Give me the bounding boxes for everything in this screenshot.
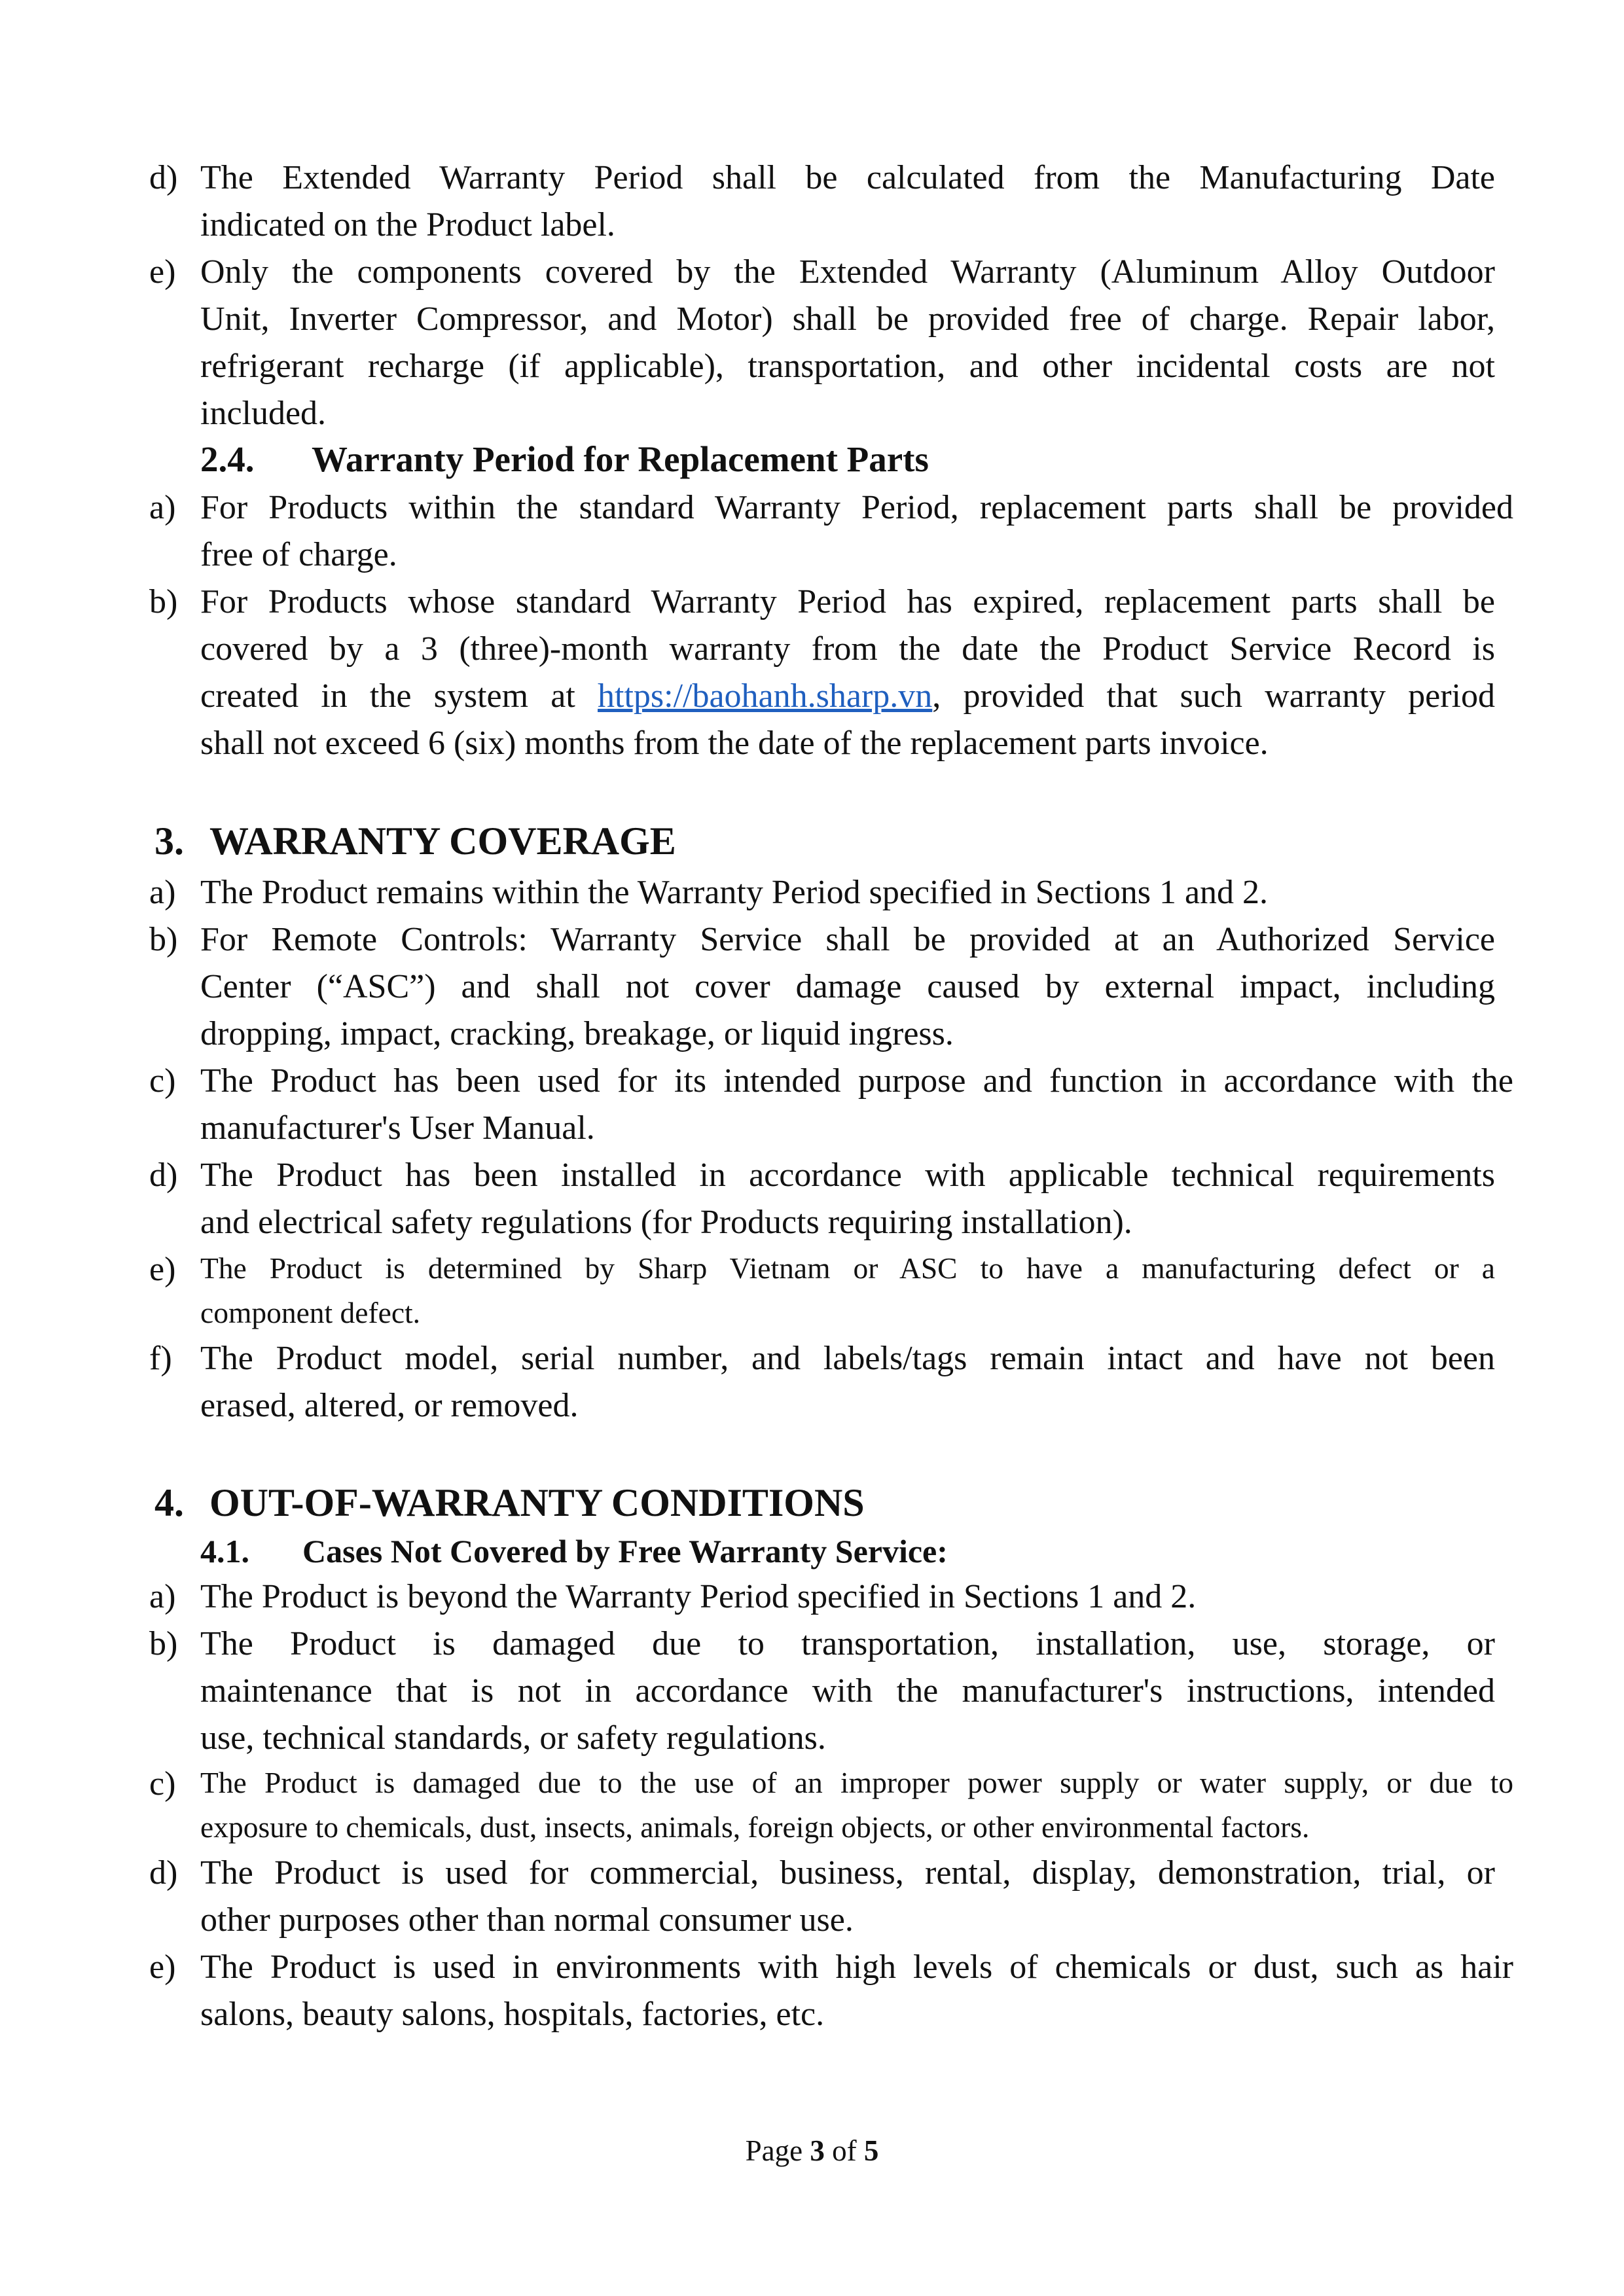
list-marker: b) xyxy=(149,1625,178,1662)
list-item-4-a: a) The Product is beyond the Warranty Period specified in Sections 1 and 2. xyxy=(200,1573,1495,1621)
list-marker: b) xyxy=(149,921,178,958)
section-3-heading xyxy=(154,815,676,867)
list-item-3-e: e) The Product is determined by Sharp Vietnam or ASC to have a manufacturing defect or a component defect. xyxy=(200,1246,1495,1335)
current-page-number: 3 xyxy=(810,2134,825,2167)
list-item-2-4-a: a) For Products within the standard Warranty Period, replacement parts shall be provided free of charge. xyxy=(200,484,1513,579)
section-number: 4. xyxy=(154,1481,184,1524)
section-number: 3. xyxy=(154,819,184,863)
list-marker: a) xyxy=(149,1578,176,1615)
section-title: OUT-OF-WARRANTY CONDITIONS xyxy=(209,1481,865,1524)
list-item-4-d: d) The Product is used for commercial, business, rental, display, demonstration, trial, or other purposes other than normal consumer use. xyxy=(200,1850,1495,1944)
page-footer xyxy=(0,2131,1624,2170)
list-item-4-e: e) The Product is used in environments with high levels of chemicals or dust, such as hair salons, beauty salons, hospitals, factories, etc. xyxy=(200,1944,1513,2038)
list-item-2-3-e: e) Only the components covered by the Extended Warranty (Aluminum Alloy Outdoor Unit, Inverter Compressor, and Motor) shall be provided free of charge. Repair labor, refrigerant recharge (if applicable), transportation, and other incidental costs are not included. xyxy=(200,249,1495,437)
list-item-3-b: b) For Remote Controls: Warranty Service shall be provided at an Authorized Service Center (“ASC”) and shall not cover damage caused by external impact, including dropping, impact, cracking, breakage, or liquid ingress. xyxy=(200,916,1495,1058)
list-item-4-c: c) The Product is damaged due to the use of an improper power supply or water supply, or due to exposure to chemicals, dust, insects, animals, foreign objects, or other environmental factors. xyxy=(200,1761,1513,1850)
list-item-2-4-b: b) For Products whose standard Warranty Period has expired, replacement parts shall be covered by a 3 (three)-month warranty from the date the Product Service Record is created in the system at https://baohanh.sharp.vn, provided that such warranty period shall not exceed 6 (six) months from the date of the replacement parts invoice. xyxy=(200,579,1495,767)
section-4-1-heading xyxy=(200,1529,948,1573)
list-item-3-c: c) The Product has been used for its intended purpose and function in accordance with the manufacturer's User Manual. xyxy=(200,1058,1513,1152)
list-marker: a) xyxy=(149,874,176,911)
list-marker: c) xyxy=(149,1765,176,1803)
list-item-3-d: d) The Product has been installed in accordance with applicable technical requirements and electrical safety regulations (for Products requiring installation). xyxy=(200,1152,1495,1246)
section-4-heading xyxy=(154,1477,865,1529)
section-number: 2.4. xyxy=(200,439,255,479)
section-title: WARRANTY COVERAGE xyxy=(209,819,676,863)
list-marker: e) xyxy=(149,253,176,291)
list-marker: a) xyxy=(149,489,176,526)
baohanh-link[interactable]: https://baohanh.sharp.vn xyxy=(598,677,933,715)
list-marker: d) xyxy=(149,1157,178,1194)
list-marker: f) xyxy=(149,1340,172,1377)
list-item-3-f: f) The Product model, serial number, and labels/tags remain intact and have not been erased, altered, or removed. xyxy=(200,1335,1495,1429)
list-marker: b) xyxy=(149,583,178,620)
total-page-number: 5 xyxy=(863,2134,879,2167)
section-2-4-heading xyxy=(200,436,929,483)
list-item-4-b: b) The Product is damaged due to transportation, installation, use, storage, or maintenance that is not in accordance with the manufacturer's instructions, intended use, technical standards, or safety regulations. xyxy=(200,1621,1495,1762)
section-number: 4.1. xyxy=(200,1533,249,1570)
list-item-3-a: a) The Product remains within the Warranty Period specified in Sections 1 and 2. xyxy=(200,869,1495,916)
section-title: Warranty Period for Replacement Parts xyxy=(312,439,929,479)
list-marker: c) xyxy=(149,1062,176,1100)
list-item-2-3-d: d) The Extended Warranty Period shall be calculated from the Manufacturing Date indicated on the Product label. xyxy=(200,154,1495,249)
of-word: of xyxy=(832,2134,857,2167)
list-marker: d) xyxy=(149,1854,178,1892)
list-marker: d) xyxy=(149,159,178,196)
list-marker: e) xyxy=(149,1251,176,1288)
list-marker: e) xyxy=(149,1948,176,1986)
page-word: Page xyxy=(745,2134,803,2167)
section-title: Cases Not Covered by Free Warranty Service: xyxy=(302,1533,948,1570)
